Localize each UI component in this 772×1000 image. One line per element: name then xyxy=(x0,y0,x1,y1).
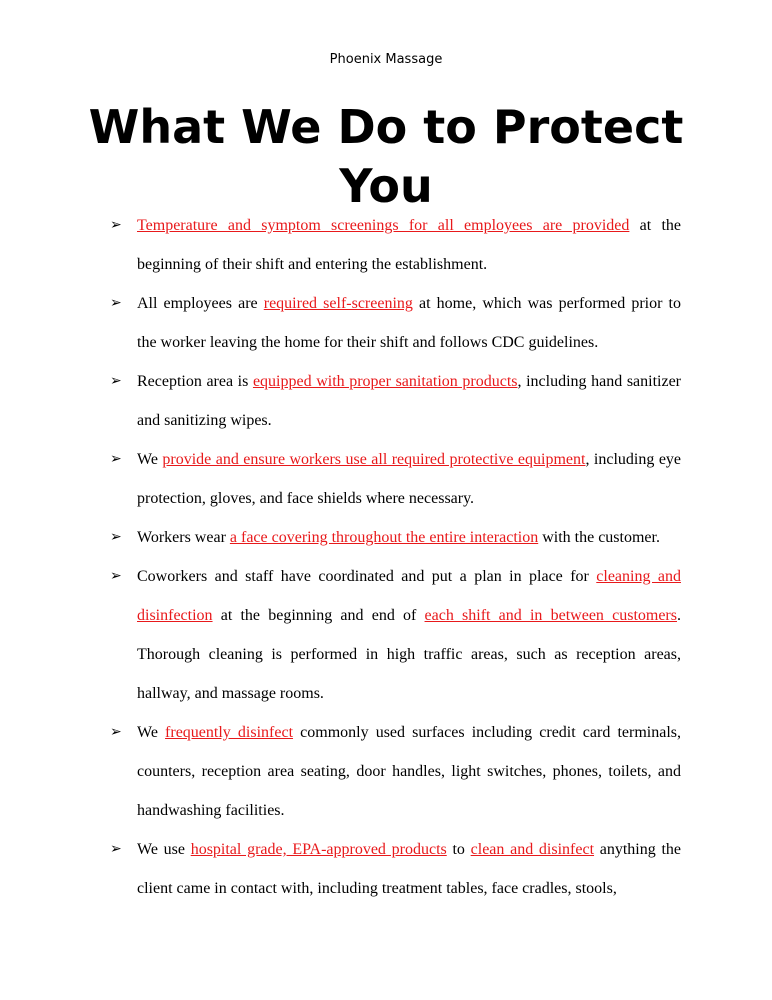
bullet-text: at the beginning and end of xyxy=(212,607,425,624)
highlighted-phrase: clean and disinfect xyxy=(470,841,595,858)
highlighted-phrase: equipped with proper sanitation products xyxy=(252,373,518,390)
bullet-item xyxy=(0,557,772,713)
highlighted-phrase: provide and ensure workers use all required protective equipment xyxy=(162,451,586,468)
bullet-text: Reception area is xyxy=(137,373,253,390)
highlighted-phrase: each shift and in between customers xyxy=(424,607,677,624)
bullet-text: at the beginning of their shift and entering the establishment. xyxy=(137,217,682,273)
bullet-text: , including eye protection, gloves, and face shields where necessary. xyxy=(137,451,682,507)
bullet-item xyxy=(0,206,772,284)
bullet-item xyxy=(0,713,772,830)
bullet-item xyxy=(0,830,772,908)
page-header: Phoenix Massage xyxy=(329,52,443,67)
bullet-item xyxy=(0,362,772,440)
bullet-text: commonly used surfaces including credit card terminals, counters, reception area seating, door handles, light switches, phones, toilets, and handwashing facilities. xyxy=(137,724,681,819)
highlighted-phrase: Temperature and symptom screenings for all employees are provided xyxy=(137,217,630,234)
arrowhead-icon: ➢ xyxy=(110,217,122,233)
arrowhead-icon: ➢ xyxy=(110,373,122,389)
highlighted-phrase: a face covering throughout the entire interaction xyxy=(229,529,539,546)
bullet-item xyxy=(0,284,772,362)
page-title: What We Do to Protect You xyxy=(88,100,684,213)
bullet-text: We use xyxy=(137,841,191,858)
arrowhead-icon: ➢ xyxy=(110,724,122,740)
bullet-item xyxy=(0,518,772,557)
bullet-text: We xyxy=(137,451,163,468)
bullet-text: Workers wear xyxy=(137,529,230,546)
highlighted-phrase: required self-screening xyxy=(263,295,413,312)
bullet-item xyxy=(0,440,772,518)
bullet-list xyxy=(0,206,772,908)
arrowhead-icon: ➢ xyxy=(110,568,122,584)
highlighted-phrase: hospital grade, EPA-approved products xyxy=(190,841,447,858)
bullet-text: Coworkers and staff have coordinated and put a plan in place for xyxy=(137,568,597,585)
bullet-text: with the customer. xyxy=(538,529,660,546)
bullet-text: We xyxy=(137,724,166,741)
bullet-text: All employees are xyxy=(137,295,264,312)
bullet-text: , including hand sanitizer and sanitizing wipes. xyxy=(137,373,682,429)
highlighted-phrase: frequently disinfect xyxy=(165,724,294,741)
arrowhead-icon: ➢ xyxy=(110,529,122,545)
highlighted-phrase: cleaning and disinfection xyxy=(137,568,681,624)
arrowhead-icon: ➢ xyxy=(110,841,122,857)
arrowhead-icon: ➢ xyxy=(110,295,122,311)
bullet-text: at home, which was performed prior to the worker leaving the home for their shift and follows CDC guidelines. xyxy=(137,295,681,351)
arrowhead-icon: ➢ xyxy=(110,451,122,467)
bullet-text: anything the client came in contact with, including treatment tables, face cradles, stools, xyxy=(137,841,682,897)
bullet-text: to xyxy=(446,841,471,858)
bullet-text: . Thorough cleaning is performed in high traffic areas, such as reception areas, hallway, and massage rooms. xyxy=(137,607,681,702)
